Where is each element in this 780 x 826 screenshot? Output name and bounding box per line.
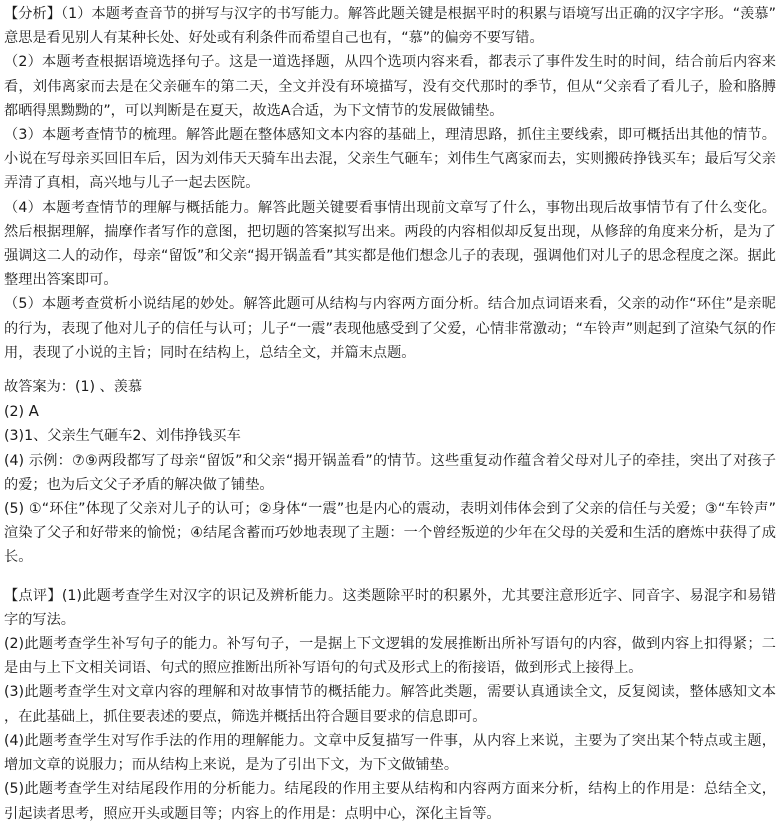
answer-item-2 (4, 399, 776, 424)
analysis-paragraph-5: （5）本题考查赏析小说结尾的妙处。解答此题可从结构与内容两方面分析。结合加点词语来看，父亲的动作“环住”是亲昵的行为，表现了他对儿子的信任与认可；儿子“一震”表现他感受到了父爱，心情非常激动；“车铃声”则起到了渲染气氛的作用，表现了小说的主旨；同时在结构上，总结全文，并篇末点题。 (4, 296, 776, 361)
comment-paragraph-5: (5)此题考查学生对结尾段作用的分析能力。结尾段的作用主要从结构和内容两方面来分析，结构上的作用是：总结全文，引起读者思考，照应开头或题目等；内容上的作用是：点明中心，深化主旨等。 (4, 781, 776, 822)
answer-item-3: (3)1、父亲生气砸车2、刘伟挣钱买车 (4, 428, 241, 445)
answer-item-2-letter: A (28, 402, 39, 421)
answer-intro: 故答案为：(1) 、羡慕 (4, 379, 143, 396)
answer-item-5: (5) ①“环住”体现了父亲对儿子的认可；②身体“一震”也是内心的震动，表明刘伟体会到了父亲的信任与关爱；③“车铃声”渲染了父子和好带来的愉悦；④结尾含蓄而巧妙地表现了主题：一个曾经叛逆的少年在父母的关爱和生活的磨炼中获得了成长。 (4, 501, 776, 566)
section-spacer (4, 365, 776, 375)
answer-item-2-prefix: (2) (4, 404, 29, 421)
analysis-paragraph-1: 【分析】（1）本题考查音节的拼写与汉字的书写能力。解答此题关键是根据平时的积累与语境写出正确的汉字字形。“羡慕”意思是看见别人有某种长处、好处或有利条件而希望自己也有，“慕”的偏旁不要写错。 (4, 6, 776, 47)
analysis-paragraph-3: （3）本题考查情节的梳理。解答此题在整体感知文本内容的基础上，理清思路，抓住主要线索，即可概括出其他的情节。小说在写母亲买回旧车后，因为刘伟天天骑车出去混，父亲生气砸车；刘伟生气离家而去，实则搬砖挣钱买车；最后写父亲弄清了真相，高兴地与儿子一起去医院。 (4, 127, 776, 192)
comment-paragraph-1: 【点评】(1)此题考查学生对汉字的识记及辨析能力。这类题除平时的积累外，尤其要注意形近字、同音字、易混字和易错字的写法。 (4, 587, 776, 628)
comment-paragraph-4: (4)此题考查学生对写作手法的作用的理解能力。文章中反复描写一件事，从内容上来说，主要为了突出某个特点或主题，增加文章的说服力；而从结构上来说，是为了引出下文，为下文做铺垫。 (4, 732, 776, 774)
answer-item-4: (4) 示例：⑦⑨两段都写了母亲“留饭”和父亲“揭开锅盖看”的情节。这些重复动作蕴含着父母对儿子的牵挂，突出了对孩子的爱；也为后文父子矛盾的解决做了铺垫。 (4, 452, 776, 493)
analysis-paragraph-2: （2）本题考查根据语境选择句子。这是一道选择题，从四个选项内容来看，都表示了事件发生时的时间，结合前后内容来看，刘伟离家而去是在父亲砸车的第二天，全文并没有环境描写，没有交代那时的季节，但从“父亲看了看儿子，脸和胳膊都晒得黑黝黝的”，可以判断是在夏天，故选A合适，为下文情节的发展做铺垫。 (4, 54, 776, 119)
comment-section (4, 584, 776, 826)
analysis-section (4, 2, 776, 365)
section-spacer (4, 570, 776, 584)
comment-paragraph-2: (2)此题考查学生补写句子的能力。补写句子，一是据上下文逻辑的发展推断出所补写语句的内容，做到内容上扣得紧；二是由与上下文相关词语、句式的照应推断出所补写语句的句式及形式上的衔接语，做到形式上接得上。 (4, 636, 776, 677)
analysis-paragraph-4: （4）本题考查情节的理解与概括能力。解答此题关键要看事情出现前文章写了什么，事物出现后故事情节有了什么变化。然后根据理解，揣摩作者写作的意图，把切题的答案拟写出来。两段的内容相似却反复出现，从修辞的角度来分析，是为了强调这二人的动作，母亲“留饭”和父亲“揭开锅盖看”其实都是他们想念儿子的表现，强调他们对儿子的思念程度之深。据此整理出答案即可。 (4, 199, 776, 289)
answers-section (4, 375, 776, 570)
comment-paragraph-3: (3)此题考查学生对文章内容的理解和对故事情节的概括能力。解答此类题，需要认真通读全文，反复阅读，整体感知文本，在此基础上，抓住要表述的要点，筛选并概括出符合题目要求的信息即可。 (4, 684, 776, 725)
